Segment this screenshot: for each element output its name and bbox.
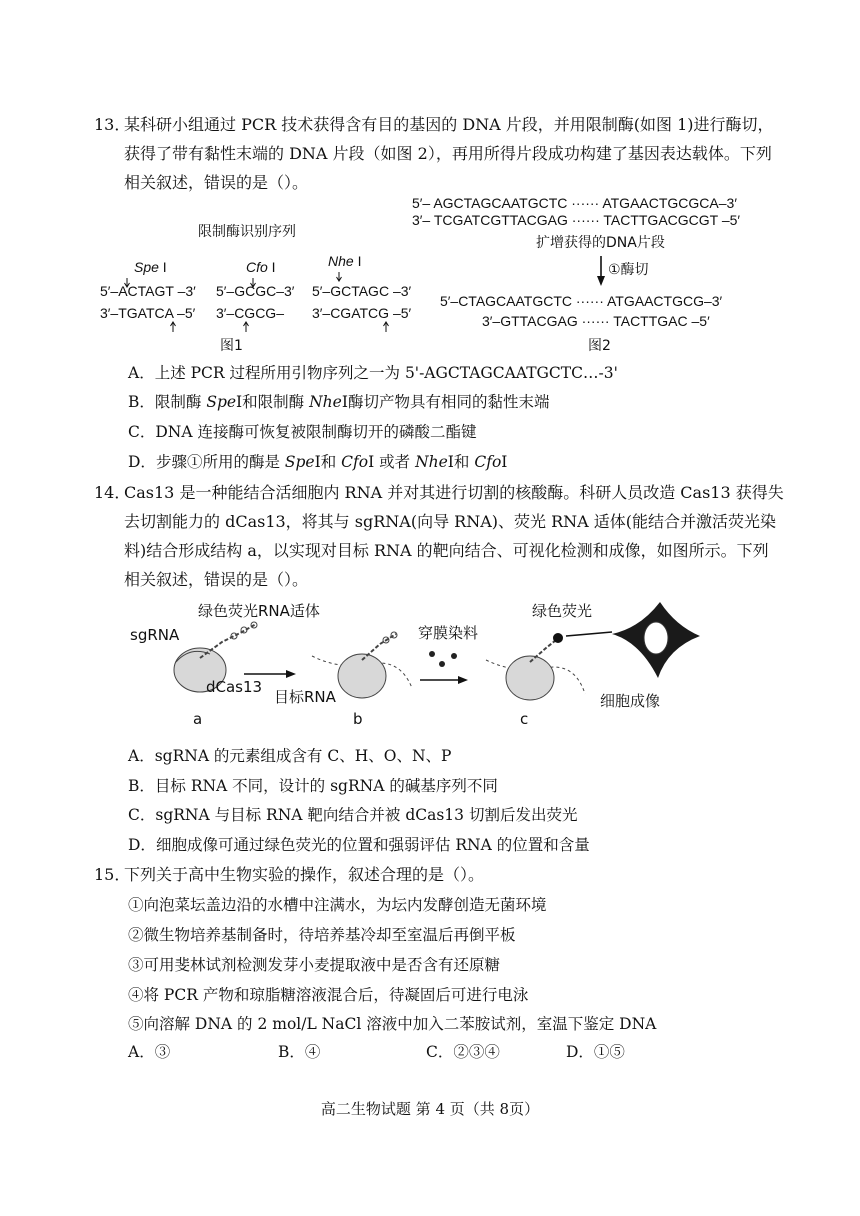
q14-figure — [0, 598, 860, 738]
cut-arrow-icon — [244, 322, 249, 332]
enzyme-nhe-label: Nhe I — [328, 253, 362, 269]
fig2-amplified-label: 扩增获得的DNA片段 — [536, 235, 665, 251]
option-14-b — [128, 774, 498, 798]
enzyme-name: Spe — [284, 453, 315, 471]
option-text: sgRNA 的元素组成含有 C、H、O、N、P — [154, 747, 452, 765]
option-15-d: D．①⑤ — [566, 1043, 625, 1061]
question-text: 下列关于高中生物实验的操作，叙述合理的是（）。 — [124, 865, 485, 884]
option-text: I — [501, 453, 508, 471]
enzyme-name: Spe — [206, 393, 237, 411]
question-number: 13． — [94, 115, 131, 134]
fig2-top-3-strand: 3′– TCGATCGTTACGAG ······ TACTTGACGCGT –5′ — [412, 212, 741, 228]
option-14-a — [128, 744, 451, 768]
q13-figure — [0, 196, 860, 356]
fig1-title: 限制酶识别序列 — [198, 224, 296, 240]
option-13-c — [128, 420, 477, 444]
statement-item: ③可用斐林试剂检测发芽小麦提取液中是否含有还原糖 — [128, 956, 501, 974]
statement-item: ①向泡菜坛盖边沿的水槽中注满水，为坛内发酵创造无菌环境 — [128, 896, 547, 914]
question-number: 14． — [94, 483, 131, 502]
option-text: I和 — [314, 453, 342, 471]
option-15-b: B．④ — [278, 1043, 321, 1061]
option-text: 限制酶 — [154, 393, 207, 411]
nhe-bottom-strand: 3′–CGATCG –5′ — [312, 305, 412, 321]
green-fluorescence-label: 绿色荧光 — [532, 602, 593, 620]
fig2-cut-5-strand: 5′–CTAGCAATGCTC ······ ATGAACTGCG–3′ — [440, 293, 723, 309]
question-text: Cas13 是一种能结合活细胞内 RNA 并对其进行切割的核酸酶。科研人员改造 Cas13 获得失去切割能力的 dCas13，将其与 sgRNA(向导 RNA)、荧光 RNA 适体(能结合并激活荧光染料)结合形成结构 a，以实现对目标 RNA 的靶向结合、可视化检测和成像，如图所示。下列相关叙述，错误的是（）。 — [124, 483, 784, 589]
panel-c-label: c — [520, 710, 529, 728]
enzyme-name: Nhe — [309, 393, 342, 411]
question-14-stem — [94, 478, 784, 594]
question-13-stem — [94, 110, 784, 197]
option-label: A． — [128, 747, 155, 765]
question-text: 某科研小组通过 PCR 技术获得含有目的基因的 DNA 片段，并用限制酶(如图 1)进行酶切，获得了带有黏性末端的 DNA 片段（如图 2），再用所得片段成功构建了基因表达载体。下列相关叙述，错误的是（）。 — [124, 115, 774, 192]
target-rna-label: 目标RNA — [274, 688, 336, 706]
enzyme-name: Nhe — [415, 453, 448, 471]
cut-arrow-icon — [171, 322, 176, 332]
option-text: DNA 连接酶可恢复被限制酶切开的磷酸二酯键 — [155, 423, 477, 441]
option-text: 步骤①所用的酶是 — [155, 453, 285, 471]
option-13-d — [128, 450, 507, 474]
page-footer: 高二生物试题 第 4 页（共 8页） — [320, 1100, 540, 1118]
option-text: I和限制酶 — [236, 393, 310, 411]
arrow-head — [286, 670, 296, 678]
enzyme-name: Cfo — [474, 453, 502, 471]
dye-dots-icon — [429, 651, 457, 667]
cut-arrow-icon — [337, 272, 342, 281]
fig2-cut-3-strand: 3′–GTTACGAG ······ TACTTGAC –5′ — [482, 313, 710, 329]
panel-b-label: b — [353, 710, 363, 728]
option-label: D． — [128, 453, 156, 471]
spe-bottom-strand: 3′–TGATCA –5′ — [100, 305, 196, 321]
fig1-caption: 图1 — [220, 338, 243, 354]
cut-arrow-icon — [384, 322, 389, 332]
cfo-bottom-strand: 3′–CGCG– — [216, 305, 284, 321]
cell-imaging-label: 细胞成像 — [600, 692, 661, 710]
cfo-top-strand: 5′–GCGC–3′ — [216, 283, 295, 299]
dcas13-label: dCas13 — [206, 678, 263, 696]
option-text: 上述 PCR 过程所用引物序列之一为 5'-AGCTAGCAATGCTC…-3' — [154, 364, 618, 382]
arrow-head — [458, 676, 468, 684]
option-14-d — [128, 833, 590, 857]
option-label: C． — [128, 806, 156, 824]
option-label: D． — [128, 836, 156, 854]
option-13-b — [128, 390, 549, 414]
fig2-caption: 图2 — [588, 338, 611, 354]
dcas13-fluorescent-icon — [486, 632, 612, 700]
question-number: 15． — [94, 865, 131, 884]
spe-top-strand: 5′–ACTAGT –3′ — [100, 283, 196, 299]
question-15-stem — [94, 860, 784, 889]
dye-label: 穿膜染料 — [418, 624, 479, 642]
enzyme-spe-label: Spe I — [134, 259, 167, 275]
option-text: I和 — [447, 453, 475, 471]
statement-item: ⑤向溶解 DNA 的 2 mol/L NaCl 溶液中加入二苯胺试剂，室温下鉴定 DNA — [128, 1015, 657, 1033]
option-text: 细胞成像可通过绿色荧光的位置和强弱评估 RNA 的位置和含量 — [155, 836, 590, 854]
option-13-a — [128, 361, 618, 385]
nhe-top-strand: 5′–GCTAGC –3′ — [312, 283, 412, 299]
cell-image-icon — [612, 602, 700, 678]
panel-a-label: a — [193, 710, 203, 728]
option-15-a: A．③ — [128, 1043, 171, 1061]
enzyme-cfo-label: Cfo I — [246, 259, 276, 275]
option-label: A． — [128, 364, 155, 382]
fig2-top-5-strand: 5′– AGCTAGCAATGCTC ······ ATGAACTGCGCA–3′ — [412, 196, 737, 211]
aptamer-label: 绿色荧光RNA适体 — [198, 602, 320, 620]
statement-item: ②微生物培养基制备时，待培养基冷却至室温后再倒平板 — [128, 926, 516, 944]
down-arrow-head — [597, 276, 605, 286]
option-label: C． — [128, 423, 156, 441]
option-label: B． — [128, 777, 155, 795]
sgrna-label: sgRNA — [130, 626, 180, 644]
option-text: sgRNA 与目标 RNA 靶向结合并被 dCas13 切割后发出荧光 — [155, 806, 578, 824]
enzyme-name: Cfo — [341, 453, 369, 471]
option-14-c — [128, 803, 577, 827]
option-15-c: C．②③④ — [426, 1043, 500, 1061]
option-text: I 或者 — [368, 453, 416, 471]
option-text: I酶切产物具有相同的黏性末端 — [341, 393, 550, 411]
option-text: 目标 RNA 不同，设计的 sgRNA 的碱基序列不同 — [154, 777, 498, 795]
statement-item: ④将 PCR 产物和琼脂糖溶液混合后，待凝固后可进行电泳 — [128, 986, 529, 1004]
option-label: B． — [128, 393, 155, 411]
fig2-step-label: ①酶切 — [608, 262, 649, 278]
